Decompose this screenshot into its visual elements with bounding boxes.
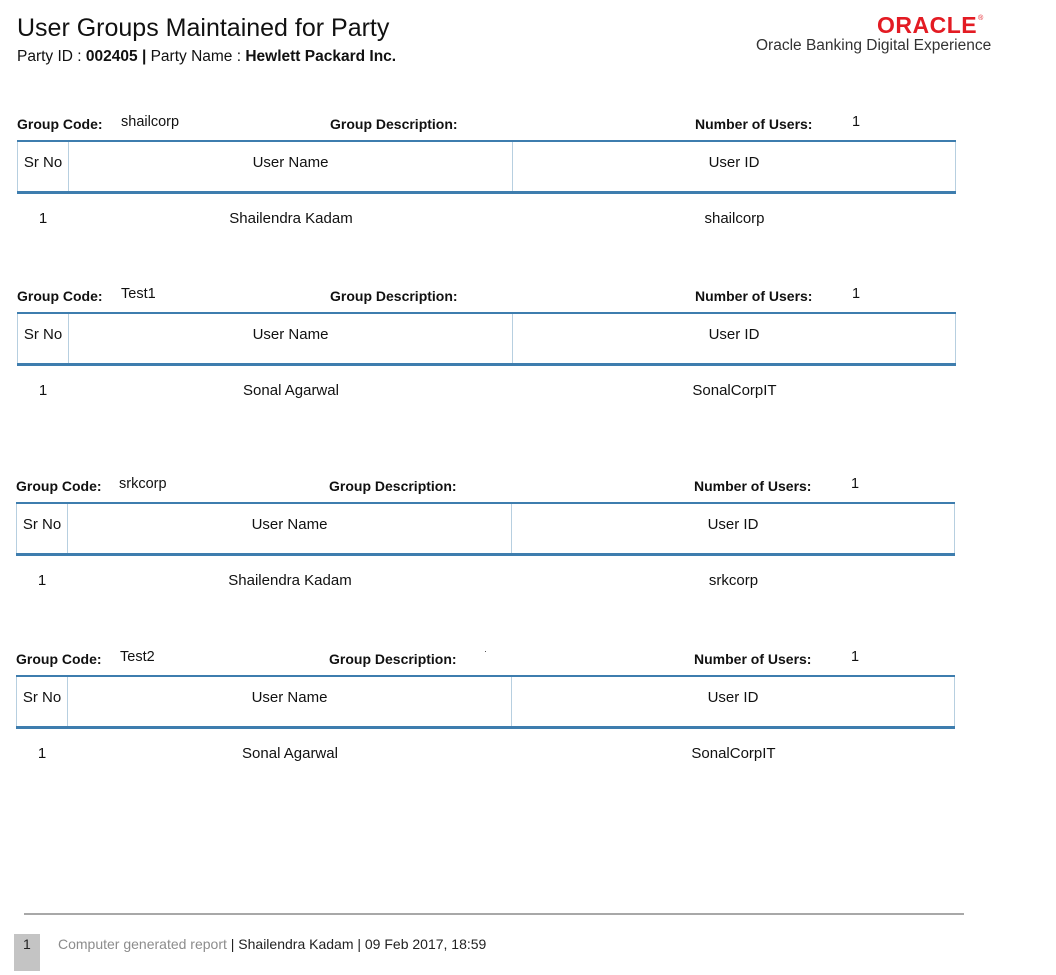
column-header-sr-no: Sr No [17,314,69,363]
registered-mark: ® [978,15,984,22]
party-name-value: Hewlett Packard Inc. [245,48,397,65]
user-group-section [0,286,1056,406]
cell-user-name: Sonal Agarwal [242,745,338,762]
group-code-value: srkcorp [119,476,167,492]
column-header-sr-no: Sr No [16,677,68,726]
number-of-users-label: Number of Users: [694,651,812,667]
table-row [17,382,956,404]
group-code-value: shailcorp [121,114,180,130]
cell-sr-no: 1 [37,572,47,589]
report-title: User Groups Maintained for Party [17,14,390,42]
cell-user-id: SonalCorpIT [691,745,776,762]
number-of-users-value: 1 [852,286,861,302]
cell-sr-no: 1 [38,210,48,227]
group-code-value: Test1 [121,286,156,302]
column-header-user-id: User ID [513,314,956,363]
table-header [17,312,956,366]
table-header [16,502,955,556]
column-header-user-name: User Name [68,677,512,726]
cell-user-name: Shailendra Kadam [228,572,352,589]
stray-mark [485,651,486,652]
cell-user-id: shailcorp [704,210,765,227]
oracle-logo-text: ORACLE [877,12,978,38]
footer-divider [24,913,964,915]
column-header-sr-no: Sr No [17,142,69,191]
number-of-users-label: Number of Users: [694,478,812,494]
number-of-users-label: Number of Users: [695,116,813,132]
cell-sr-no: 1 [38,382,48,399]
group-code-value: Test2 [120,649,155,665]
group-description-label: Group Description: [329,651,457,667]
group-description-label: Group Description: [330,288,458,304]
table-row [17,210,956,232]
cell-sr-no: 1 [37,745,47,762]
cell-user-name: Sonal Agarwal [243,382,339,399]
column-header-sr-no: Sr No [16,504,68,553]
column-header-user-name: User Name [68,504,512,553]
table-header [17,140,956,194]
cell-user-name: Shailendra Kadam [229,210,353,227]
group-code-label: Group Code: [17,116,103,132]
group-description-label: Group Description: [330,116,458,132]
column-header-user-name: User Name [69,314,513,363]
user-group-section [0,476,1056,596]
column-header-user-id: User ID [512,504,955,553]
table-row [16,572,955,594]
party-id-label: Party ID : [17,48,86,65]
number-of-users-value: 1 [852,114,861,130]
party-separator: | [137,48,151,65]
group-header [0,114,1056,134]
column-header-user-name: User Name [69,142,513,191]
oracle-logo [877,14,984,37]
party-info [17,48,396,66]
group-header [0,649,1055,669]
table-row [16,745,955,767]
party-name-label: Party Name : [150,48,246,65]
group-header [0,286,1056,306]
column-header-user-id: User ID [512,677,955,726]
footer-text [58,936,486,952]
footer-generated-label: Computer generated report [58,936,227,952]
number-of-users-value: 1 [851,476,860,492]
party-id-value: 002405 [85,48,138,65]
group-code-label: Group Code: [17,288,103,304]
cell-user-id: srkcorp [708,572,759,589]
group-description-label: Group Description: [329,478,457,494]
table-header [16,675,955,729]
group-header [0,476,1055,496]
user-group-section [0,114,1056,234]
page-number: 1 [14,934,40,971]
user-group-section [0,649,1056,769]
group-code-label: Group Code: [16,651,102,667]
number-of-users-value: 1 [851,649,860,665]
column-header-user-id: User ID [513,142,956,191]
group-code-label: Group Code: [16,478,102,494]
cell-user-id: SonalCorpIT [692,382,777,399]
number-of-users-label: Number of Users: [695,288,813,304]
footer-generated-by: | Shailendra Kadam | 09 Feb 2017, 18:59 [226,936,487,952]
product-name: Oracle Banking Digital Experience [756,37,992,54]
